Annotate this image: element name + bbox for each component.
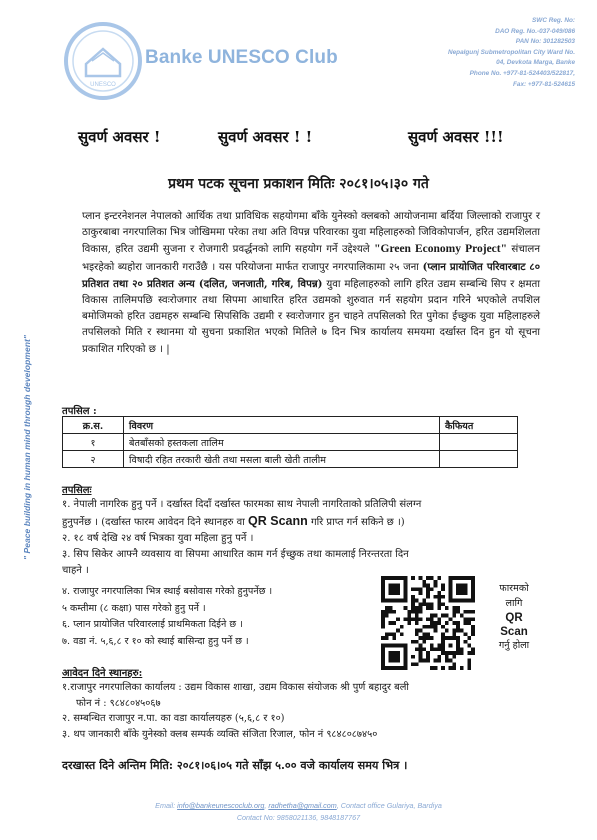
- email-link[interactable]: info@bankeunescoclub.org: [177, 801, 265, 810]
- application-place: १.राजापुर नगरपालिका कार्यालय : उद्यम विकास शाखा, उद्यम विकास संयोजक श्री पुर्ण बहादुर बली: [62, 682, 409, 693]
- announcement-text: सुवर्ण अवसर !: [78, 128, 161, 146]
- reg-line: SWC Reg. No:: [532, 17, 575, 24]
- cell-sn: १: [63, 434, 124, 451]
- qr-caption-line: QR: [505, 612, 523, 624]
- intro-paragraph: [82, 209, 540, 358]
- announcement-text: सुवर्ण अवसर !!!: [408, 128, 504, 146]
- reg-line: Fax: +977-81-524615: [513, 80, 575, 88]
- cell-sn: २: [63, 451, 124, 468]
- reg-line: DAO Reg. No.-037-049/086: [495, 27, 575, 35]
- vertical-tagline: " Peace building in human mind through development": [22, 335, 32, 560]
- registration-details: [375, 16, 575, 90]
- requirement-item: ४. राजापुर नगरपालिका भित्र स्थाई बसोवास गरेको हुनुपर्नेछ ।: [62, 586, 273, 597]
- requirements-list-short: [62, 584, 362, 650]
- deadline-text: दरखास्त दिने अन्तिम मिति: २०८१।०६।०५ गते साँझ ५.०० वजे कार्यालय समय भित्र ।: [62, 758, 408, 772]
- application-place: ३. थप जानकारी बाँके युनेस्को क्लब सम्पर्क व्यक्ति संजिता रिजाल, फोन नं ९८४८०८७४५०: [62, 728, 378, 740]
- training-table: [62, 416, 518, 468]
- qr-caption-line: गर्नु होला: [498, 640, 530, 651]
- footer-separator: ,: [264, 801, 269, 810]
- table-row: [63, 451, 518, 468]
- requirement-item: ५ कम्तीमा (८ कक्षा) पास गरेको हुनु पर्ने ।: [62, 602, 206, 614]
- qr-caption-line: Scan: [500, 626, 528, 638]
- footer: [0, 800, 597, 824]
- intro-text: प्लान इन्टरनेशनल नेपालको आर्थिक तथा प्राविधिक सहयोगमा बाँके युनेस्को क्लबको आयोजनामा बर्दिया जिल्लाको राजापुर र ठाकुरबाबा नगरपालिका भित्र जोखिममा परेका तथा अति विपन्न परिवारका युवा महिलाहरुको जिविकोपार्जन, हरित उद्यमशिलता विकास, हरित उद्यमी सुजना र रोजगारी प्रवर्द्धनको लागि सहयोग गर्ने उद्देश्यले: [82, 211, 540, 256]
- application-places-label: आवेदन दिने स्थानहरु:: [62, 668, 143, 679]
- application-place: २. सम्बन्धित राजापुर न.पा. का वडा कार्यालयहरु (५,६,८ र १०): [62, 713, 285, 725]
- cell-remarks: [440, 434, 518, 451]
- application-places-list: [62, 680, 540, 742]
- requirements-list: [62, 497, 540, 579]
- qr-caption-line: फारमको: [499, 583, 529, 594]
- golden-opportunity-row: [0, 123, 597, 153]
- footer-contact: Contact No: 9858021136, 9848187767: [236, 813, 361, 822]
- qr-caption-line: लागि: [505, 597, 523, 609]
- requirement-item: २. १८ वर्ष देखि २४ वर्ष भित्रका युवा महिला हुनु पर्ने ।: [62, 533, 254, 545]
- notice-title: प्रथम पटक सूचना प्रकाशन मितिः २०८१।०५।३० गते: [168, 176, 429, 192]
- requirement-text: गरि प्राप्त गर्न सकिने छ ।): [307, 517, 405, 529]
- qr-scan-text: QR Scann: [248, 514, 308, 529]
- cell-description: बेतबाँसको हस्तकला तालिम: [124, 434, 440, 451]
- email-link[interactable]: radhetha@gmail.com: [268, 801, 337, 810]
- table-label: तपसिल :: [62, 406, 97, 417]
- requirements-label: तपसिलः: [62, 485, 92, 496]
- unesco-club-logo: [62, 20, 144, 102]
- requirement-text: हुनुपर्नेछ । (दर्खास्त फारम आवेदन दिने स्थानहरु वा: [62, 517, 249, 529]
- footer-office: , Contact office Gulariya, Bardiya: [336, 801, 442, 810]
- intro-text: संचालन भइरहेको ब्यहोरा जानकारी गराउँछै । यस परियोजना मार्फत राजापुर नगरपालिकामा २५ जना: [82, 244, 540, 273]
- project-name: "Green Economy Project": [374, 243, 507, 256]
- intro-text: युवा महिलाहरुको लागि हरित उद्यम सम्बन्धि सिप र क्षमता विकास तालिमपछि स्वःरोजगार तथा सिपमा आधारित हरित उद्यमको शुरुवात गर्न सहयोग प्रदान गरिने भएकोले तपशिल बमोजिमको हरित उद्यमहरु सम्बन्धि सिपसिकि उद्यमी र स्वःरोजगार हुन चाहने तपसिलको रित पुगेका ईच्छुक युवा महिलाहरुले तपसिलको मिति र स्थानमा यो सुचना प्रकाशित भएको मितिले ७ दिन भित्र कार्यालय समयमा दर्खास्त दिन हुन यो सूचना प्रकाशित गरिएको छ । |: [82, 278, 540, 355]
- requirement-item: १. नेपाली नागरिक हुनु पर्ने । दर्खास्त दिदाँ दर्खास्त फारमका साथ नेपाली नागरिताको प्रतिलिपी संलग्न: [62, 499, 422, 510]
- qr-code[interactable]: [381, 576, 475, 670]
- footer-email-line: [0, 800, 597, 812]
- col-header-description: विवरण: [124, 417, 440, 434]
- col-header-sn: क्र.स.: [63, 417, 124, 434]
- reg-line: Nepalgunj Submetropolitan City Ward No.: [448, 48, 575, 56]
- table-header-row: [63, 417, 518, 434]
- org-name: Banke UNESCO Club: [145, 47, 338, 68]
- footer-email-label: Email:: [155, 801, 178, 810]
- col-header-remarks: कैफियत: [440, 417, 518, 434]
- requirement-item: [62, 513, 540, 531]
- qr-caption: [485, 582, 543, 654]
- announcement-text: सुवर्ण अवसर ! !: [218, 128, 313, 146]
- reg-line: PAN No: 301282503: [515, 38, 575, 46]
- requirement-item: चाहने ।: [62, 565, 89, 577]
- requirement-item: ६. प्लान प्रायोजित परिवारलाई प्राथमिकता दिईने छ ।: [62, 619, 243, 631]
- reg-line: 04, Devkota Marga, Banke: [496, 59, 575, 67]
- svg-text:UNESCO: UNESCO: [90, 82, 116, 88]
- cell-description: विषादी रहित तरकारी खेती तथा मसला बाली खेती तालीम: [124, 451, 440, 468]
- intro-bold-text: (प्लान प्रायोजित परिवारबाट ८० प्रतिशत तथा २० प्रतिशत अन्य (दलित, जनजाती, गरिब, विपन्न): [82, 260, 541, 290]
- cell-remarks: [440, 451, 518, 468]
- requirement-item: ३. सिप सिकेर आफ्नै व्यवसाय वा सिपमा आधारित काम गर्न ईच्छुक तथा कामलाई निरन्तरता दिन: [62, 549, 409, 561]
- application-phone: फोन नं : ९८४८०४५०६७: [76, 697, 161, 709]
- reg-line: Phone No. +977-81-524403/522817,: [469, 69, 575, 77]
- requirement-item: ७. वडा नं. ५,६,८ र १० को स्थाई बासिन्दा हुनु पर्ने छ ।: [62, 635, 249, 647]
- table-row: [63, 434, 518, 451]
